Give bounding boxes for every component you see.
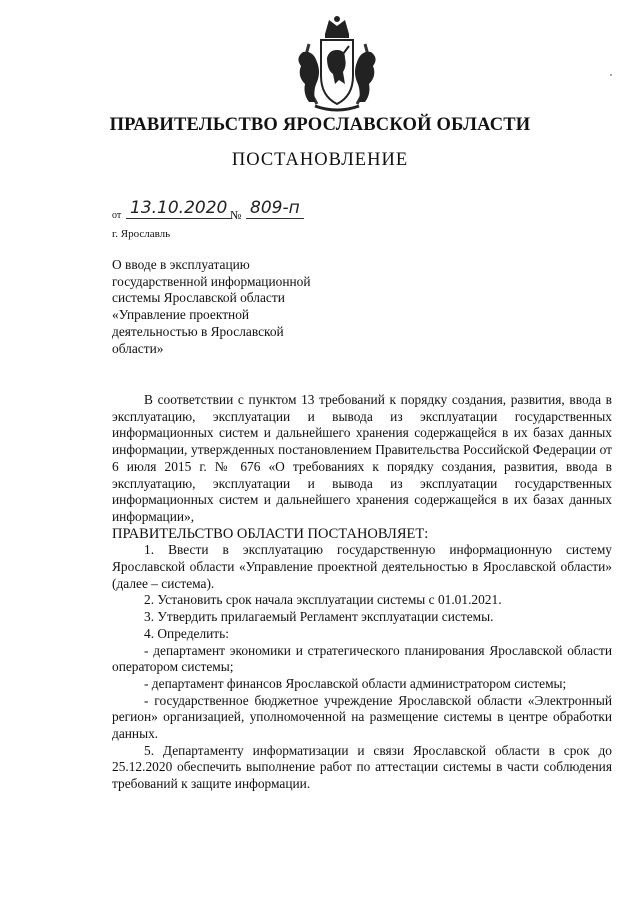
preamble-paragraph: В соответствии с пунктом 13 требований к порядку создания, развития, ввода в эксплуатацию, эксплуатации и вывода из эксплуатации государственных информационных систем и дальнейшего хранения содержащейся в их базах данных информации, утвержденных постановлением Правительства Российской Федерации от 6 июля 2015 г. № 676 «О требованиях к порядку создания, развития, ввода в эксплуатацию, эксплуатации и вывода из эксплуатации государственных информационных систем и дальнейшего хранения содержащейся в их базах данных информации», [112,392,612,524]
subject-line: области» [112,340,164,356]
clause-5: 5. Департаменту информатизации и связи Ярославской области в срок до 25.12.2020 обеспечить выполнение работ по аттестации системы в части соблюдения требований к защите информации. [112,742,612,792]
date-number-line [112,200,332,222]
subject-line: деятельностью в Ярославской [112,323,284,339]
clause-4-item-administrator: - департамент финансов Ярославской области администратором системы; [144,675,567,691]
scan-speck [610,74,612,76]
document-body [112,392,612,793]
document-number: 809-п [246,198,304,219]
clause-4: 4. Определить: [144,625,229,641]
document-subject [112,257,352,357]
coat-of-arms-icon [291,14,383,114]
clause-3: 3. Утвердить прилагаемый Регламент эксплуатации системы. [144,609,494,625]
clause-1: 1. Ввести в эксплуатацию государственную информационную систему Ярославской области «Управление проектной деятельностью в Ярославской области» (далее – система). [112,542,612,591]
document-type: ПОСТАНОВЛЕНИЕ [231,150,409,170]
resolves-heading: ПРАВИТЕЛЬСТВО ОБЛАСТИ ПОСТАНОВЛЯЕТ: [112,525,429,542]
subject-line: «Управление проектной [112,307,250,323]
city: г. Ярославль [112,228,171,240]
government-title: ПРАВИТЕЛЬСТВО ЯРОСЛАВСКОЙ ОБЛАСТИ [109,115,531,135]
subject-line: государственной информационной [112,273,311,289]
clause-2: 2. Установить срок начала эксплуатации системы с 01.01.2021. [144,592,502,608]
date-prefix: от [112,210,122,221]
clause-4-item-data-center: - государственное бюджетное учреждение Ярославской области «Электронный регион» организацией, уполномоченной на размещение системы в центре обработки данных. [112,692,612,742]
subject-line: системы Ярославской области [112,290,285,306]
subject-line: О вводе в эксплуатацию [112,257,250,272]
clause-4-item-operator: - департамент экономики и стратегического планирования Ярославской области оператором системы; [112,642,612,675]
number-prefix: № [230,208,242,222]
document-date: 13.10.2020 [126,198,231,219]
